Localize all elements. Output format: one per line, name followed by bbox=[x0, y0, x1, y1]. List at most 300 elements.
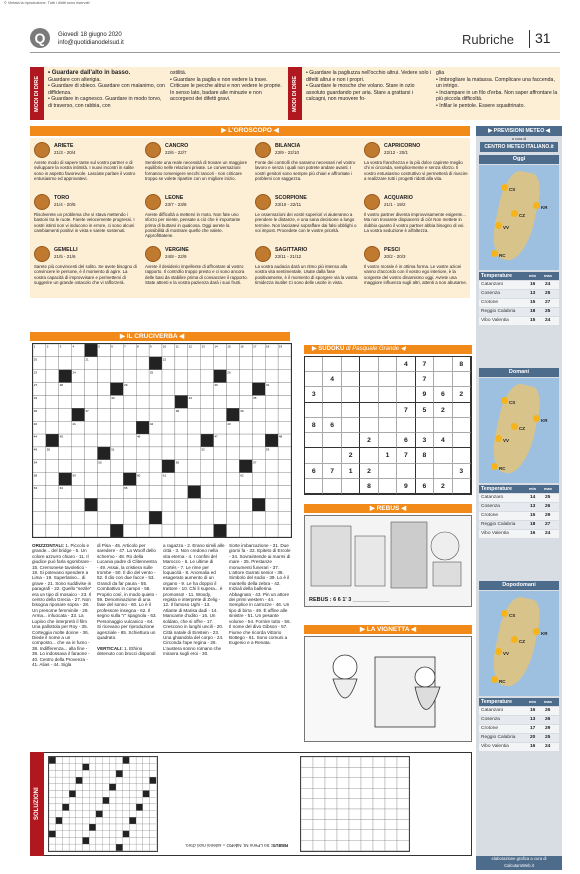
crossword-cell[interactable] bbox=[85, 421, 98, 434]
crossword-cell[interactable] bbox=[278, 357, 291, 370]
crossword-cell[interactable] bbox=[175, 434, 188, 447]
sudoku-cell[interactable]: 9 bbox=[416, 387, 434, 402]
crossword-cell[interactable] bbox=[175, 524, 188, 537]
crossword-cell[interactable] bbox=[162, 447, 175, 460]
crossword-cell[interactable] bbox=[265, 357, 278, 370]
crossword-cell[interactable] bbox=[46, 460, 59, 473]
crossword-cell[interactable] bbox=[46, 473, 59, 486]
crossword-cell[interactable] bbox=[201, 421, 214, 434]
crossword-cell[interactable] bbox=[149, 357, 162, 370]
crossword-cell[interactable] bbox=[59, 511, 72, 524]
crossword-cell[interactable] bbox=[162, 524, 175, 537]
crossword-cell[interactable] bbox=[136, 370, 149, 383]
crossword-cell[interactable] bbox=[175, 370, 188, 383]
crossword-cell[interactable] bbox=[188, 511, 201, 524]
crossword-cell[interactable] bbox=[252, 498, 265, 511]
crossword-cell[interactable] bbox=[123, 395, 136, 408]
crossword-cell[interactable] bbox=[252, 434, 265, 447]
crossword-cell[interactable] bbox=[201, 460, 214, 473]
crossword-cell[interactable] bbox=[123, 473, 136, 486]
crossword-cell[interactable] bbox=[110, 460, 123, 473]
sudoku-cell[interactable]: 6 bbox=[323, 418, 341, 433]
crossword-cell[interactable] bbox=[59, 498, 72, 511]
crossword-cell[interactable] bbox=[239, 486, 252, 499]
crossword-cell[interactable] bbox=[123, 434, 136, 447]
crossword-cell[interactable] bbox=[85, 498, 98, 511]
crossword-cell[interactable] bbox=[278, 486, 291, 499]
crossword-cell[interactable] bbox=[59, 370, 72, 383]
sudoku-cell[interactable]: 2 bbox=[360, 464, 378, 479]
crossword-cell[interactable] bbox=[175, 486, 188, 499]
crossword-cell[interactable] bbox=[98, 447, 111, 460]
sudoku-cell[interactable] bbox=[342, 479, 360, 494]
crossword-cell[interactable] bbox=[123, 447, 136, 460]
crossword-cell[interactable] bbox=[98, 511, 111, 524]
crossword-cell[interactable] bbox=[72, 498, 85, 511]
crossword-cell[interactable] bbox=[136, 357, 149, 370]
crossword-cell[interactable] bbox=[98, 370, 111, 383]
crossword-cell[interactable] bbox=[175, 421, 188, 434]
crossword-cell[interactable] bbox=[46, 370, 59, 383]
crossword-cell[interactable] bbox=[123, 408, 136, 421]
sudoku-cell[interactable] bbox=[323, 448, 341, 463]
sudoku-cell[interactable] bbox=[434, 357, 452, 372]
sudoku-cell[interactable] bbox=[342, 433, 360, 448]
crossword-cell[interactable] bbox=[123, 511, 136, 524]
sudoku-cell[interactable]: 2 bbox=[453, 387, 471, 402]
crossword-cell[interactable] bbox=[239, 498, 252, 511]
crossword-cell[interactable] bbox=[188, 473, 201, 486]
sudoku-cell[interactable]: 8 bbox=[360, 479, 378, 494]
crossword-cell[interactable] bbox=[110, 486, 123, 499]
sudoku-cell[interactable] bbox=[305, 357, 323, 372]
sudoku-cell[interactable]: 3 bbox=[416, 433, 434, 448]
crossword-cell[interactable] bbox=[98, 498, 111, 511]
crossword-cell[interactable] bbox=[239, 460, 252, 473]
crossword-cell[interactable] bbox=[98, 357, 111, 370]
crossword-cell[interactable] bbox=[162, 511, 175, 524]
crossword-cell[interactable] bbox=[175, 498, 188, 511]
sudoku-cell[interactable] bbox=[453, 403, 471, 418]
crossword-cell[interactable] bbox=[214, 498, 227, 511]
crossword-cell[interactable] bbox=[149, 473, 162, 486]
crossword-cell[interactable] bbox=[175, 357, 188, 370]
crossword-cell[interactable] bbox=[162, 395, 175, 408]
crossword-cell[interactable] bbox=[162, 486, 175, 499]
crossword-cell[interactable] bbox=[214, 370, 227, 383]
crossword-cell[interactable] bbox=[136, 498, 149, 511]
crossword-cell[interactable] bbox=[59, 447, 72, 460]
sudoku-cell[interactable] bbox=[305, 403, 323, 418]
sudoku-cell[interactable] bbox=[397, 372, 415, 387]
crossword-cell[interactable] bbox=[85, 473, 98, 486]
crossword-cell[interactable] bbox=[278, 511, 291, 524]
sudoku-cell[interactable]: 2 bbox=[342, 448, 360, 463]
crossword-cell[interactable] bbox=[214, 460, 227, 473]
crossword-cell[interactable] bbox=[175, 447, 188, 460]
crossword-cell[interactable] bbox=[214, 408, 227, 421]
crossword-cell[interactable] bbox=[227, 447, 240, 460]
crossword-cell[interactable] bbox=[98, 395, 111, 408]
crossword-cell[interactable] bbox=[149, 486, 162, 499]
crossword-cell[interactable] bbox=[265, 408, 278, 421]
crossword-cell[interactable] bbox=[227, 395, 240, 408]
crossword-cell[interactable] bbox=[59, 421, 72, 434]
crossword-cell[interactable] bbox=[265, 498, 278, 511]
crossword-cell[interactable] bbox=[265, 486, 278, 499]
crossword-cell[interactable] bbox=[98, 486, 111, 499]
sudoku-cell[interactable] bbox=[397, 387, 415, 402]
crossword-cell[interactable] bbox=[136, 511, 149, 524]
crossword-cell[interactable] bbox=[278, 498, 291, 511]
sudoku-cell[interactable] bbox=[434, 464, 452, 479]
crossword-cell[interactable] bbox=[188, 498, 201, 511]
crossword-cell[interactable] bbox=[188, 447, 201, 460]
crossword-cell[interactable] bbox=[188, 460, 201, 473]
crossword-cell[interactable] bbox=[175, 395, 188, 408]
sudoku-cell[interactable]: 5 bbox=[416, 403, 434, 418]
crossword-cell[interactable] bbox=[98, 408, 111, 421]
crossword-cell[interactable] bbox=[149, 383, 162, 396]
crossword-cell[interactable] bbox=[201, 357, 214, 370]
sudoku-cell[interactable] bbox=[342, 418, 360, 433]
sudoku-cell[interactable]: 6 bbox=[397, 433, 415, 448]
sudoku-cell[interactable]: 7 bbox=[397, 448, 415, 463]
crossword-cell[interactable] bbox=[110, 498, 123, 511]
crossword-cell[interactable] bbox=[278, 370, 291, 383]
crossword-cell[interactable] bbox=[149, 524, 162, 537]
crossword-cell[interactable] bbox=[59, 473, 72, 486]
crossword-cell[interactable] bbox=[72, 511, 85, 524]
crossword-cell[interactable] bbox=[72, 395, 85, 408]
sudoku-cell[interactable]: 4 bbox=[434, 433, 452, 448]
crossword-cell[interactable] bbox=[265, 434, 278, 447]
crossword-cell[interactable] bbox=[201, 511, 214, 524]
sudoku-cell[interactable] bbox=[453, 448, 471, 463]
crossword-cell[interactable] bbox=[188, 486, 201, 499]
crossword-cell[interactable] bbox=[149, 498, 162, 511]
crossword-cell[interactable] bbox=[201, 383, 214, 396]
crossword-cell[interactable] bbox=[110, 511, 123, 524]
crossword-cell[interactable] bbox=[72, 383, 85, 396]
sudoku-cell[interactable] bbox=[453, 372, 471, 387]
crossword-cell[interactable] bbox=[136, 421, 149, 434]
crossword-cell[interactable] bbox=[136, 447, 149, 460]
crossword-cell[interactable] bbox=[239, 357, 252, 370]
crossword-cell[interactable] bbox=[188, 383, 201, 396]
crossword-cell[interactable] bbox=[252, 511, 265, 524]
crossword-cell[interactable] bbox=[149, 511, 162, 524]
sudoku-cell[interactable]: 3 bbox=[305, 387, 323, 402]
sudoku-cell[interactable] bbox=[379, 403, 397, 418]
crossword-cell[interactable] bbox=[136, 486, 149, 499]
crossword-cell[interactable] bbox=[201, 370, 214, 383]
crossword-cell[interactable] bbox=[252, 486, 265, 499]
crossword-cell[interactable] bbox=[214, 473, 227, 486]
sudoku-cell[interactable] bbox=[397, 464, 415, 479]
crossword-cell[interactable] bbox=[252, 370, 265, 383]
sudoku-cell[interactable] bbox=[305, 448, 323, 463]
crossword-cell[interactable] bbox=[162, 383, 175, 396]
crossword-cell[interactable] bbox=[227, 357, 240, 370]
crossword-cell[interactable] bbox=[278, 421, 291, 434]
crossword-cell[interactable] bbox=[110, 434, 123, 447]
crossword-cell[interactable] bbox=[265, 524, 278, 537]
crossword-cell[interactable] bbox=[227, 511, 240, 524]
crossword-cell[interactable] bbox=[149, 460, 162, 473]
crossword-cell[interactable] bbox=[98, 421, 111, 434]
sudoku-cell[interactable]: 6 bbox=[416, 479, 434, 494]
crossword-cell[interactable] bbox=[239, 421, 252, 434]
sudoku-cell[interactable]: 8 bbox=[305, 418, 323, 433]
crossword-cell[interactable] bbox=[162, 408, 175, 421]
sudoku-cell[interactable]: 6 bbox=[434, 387, 452, 402]
crossword-cell[interactable] bbox=[59, 395, 72, 408]
crossword-cell[interactable] bbox=[110, 408, 123, 421]
crossword-cell[interactable] bbox=[227, 524, 240, 537]
crossword-cell[interactable] bbox=[265, 473, 278, 486]
crossword-cell[interactable] bbox=[201, 498, 214, 511]
crossword-cell[interactable] bbox=[252, 421, 265, 434]
crossword-cell[interactable] bbox=[278, 524, 291, 537]
crossword-cell[interactable] bbox=[98, 434, 111, 447]
crossword-cell[interactable] bbox=[252, 408, 265, 421]
crossword-cell[interactable] bbox=[110, 370, 123, 383]
crossword-cell[interactable] bbox=[136, 524, 149, 537]
crossword-cell[interactable] bbox=[201, 473, 214, 486]
crossword-cell[interactable] bbox=[46, 486, 59, 499]
sudoku-cell[interactable]: 7 bbox=[416, 372, 434, 387]
crossword-cell[interactable] bbox=[162, 498, 175, 511]
crossword-cell[interactable] bbox=[239, 383, 252, 396]
crossword-cell[interactable] bbox=[123, 370, 136, 383]
crossword-cell[interactable] bbox=[239, 447, 252, 460]
sudoku-cell[interactable] bbox=[305, 433, 323, 448]
crossword-cell[interactable] bbox=[239, 370, 252, 383]
sudoku-cell[interactable] bbox=[360, 403, 378, 418]
crossword-cell[interactable] bbox=[46, 383, 59, 396]
crossword-cell[interactable] bbox=[46, 357, 59, 370]
crossword-cell[interactable] bbox=[98, 473, 111, 486]
sudoku-cell[interactable] bbox=[360, 387, 378, 402]
crossword-cell[interactable] bbox=[85, 344, 98, 357]
crossword-cell[interactable] bbox=[59, 357, 72, 370]
crossword-cell[interactable] bbox=[201, 486, 214, 499]
crossword-cell[interactable] bbox=[33, 511, 46, 524]
crossword-cell[interactable] bbox=[123, 421, 136, 434]
crossword-cell[interactable] bbox=[252, 383, 265, 396]
crossword-cell[interactable] bbox=[72, 447, 85, 460]
crossword-cell[interactable] bbox=[110, 383, 123, 396]
crossword-cell[interactable] bbox=[188, 408, 201, 421]
crossword-cell[interactable] bbox=[201, 434, 214, 447]
crossword-cell[interactable] bbox=[72, 524, 85, 537]
crossword-cell[interactable] bbox=[46, 498, 59, 511]
crossword-cell[interactable] bbox=[85, 370, 98, 383]
crossword-cell[interactable] bbox=[214, 395, 227, 408]
crossword-cell[interactable] bbox=[265, 511, 278, 524]
sudoku-cell[interactable] bbox=[379, 479, 397, 494]
crossword-cell[interactable] bbox=[136, 383, 149, 396]
crossword-cell[interactable] bbox=[72, 460, 85, 473]
crossword-cell[interactable] bbox=[188, 524, 201, 537]
sudoku-cell[interactable] bbox=[342, 403, 360, 418]
sudoku-cell[interactable]: 7 bbox=[323, 464, 341, 479]
sudoku-cell[interactable] bbox=[453, 418, 471, 433]
crossword-cell[interactable] bbox=[265, 460, 278, 473]
crossword-cell[interactable] bbox=[214, 486, 227, 499]
crossword-cell[interactable] bbox=[110, 357, 123, 370]
sudoku-cell[interactable] bbox=[360, 372, 378, 387]
sudoku-cell[interactable] bbox=[323, 479, 341, 494]
crossword-cell[interactable] bbox=[72, 486, 85, 499]
sudoku-cell[interactable] bbox=[342, 357, 360, 372]
sudoku-grid[interactable] bbox=[304, 356, 472, 495]
crossword-cell[interactable] bbox=[72, 434, 85, 447]
crossword-cell[interactable] bbox=[239, 395, 252, 408]
crossword-cell[interactable] bbox=[46, 421, 59, 434]
sudoku-cell[interactable]: 8 bbox=[416, 448, 434, 463]
crossword-cell[interactable] bbox=[162, 370, 175, 383]
crossword-cell[interactable] bbox=[136, 395, 149, 408]
sudoku-cell[interactable]: 6 bbox=[305, 464, 323, 479]
crossword-cell[interactable] bbox=[214, 421, 227, 434]
crossword-cell[interactable] bbox=[72, 408, 85, 421]
sudoku-cell[interactable] bbox=[360, 418, 378, 433]
crossword-cell[interactable] bbox=[239, 511, 252, 524]
crossword-cell[interactable] bbox=[227, 473, 240, 486]
sudoku-cell[interactable] bbox=[416, 418, 434, 433]
crossword-cell[interactable] bbox=[214, 447, 227, 460]
sudoku-cell[interactable] bbox=[342, 387, 360, 402]
sudoku-cell[interactable] bbox=[323, 387, 341, 402]
crossword-cell[interactable] bbox=[239, 434, 252, 447]
sudoku-cell[interactable]: 1 bbox=[342, 464, 360, 479]
sudoku-cell[interactable]: 2 bbox=[434, 403, 452, 418]
sudoku-cell[interactable] bbox=[360, 357, 378, 372]
sudoku-cell[interactable] bbox=[305, 372, 323, 387]
crossword-cell[interactable] bbox=[123, 498, 136, 511]
sudoku-cell[interactable] bbox=[434, 418, 452, 433]
crossword-cell[interactable] bbox=[265, 395, 278, 408]
crossword-cell[interactable] bbox=[162, 434, 175, 447]
crossword-cell[interactable] bbox=[252, 473, 265, 486]
sudoku-cell[interactable] bbox=[379, 464, 397, 479]
sudoku-cell[interactable] bbox=[379, 357, 397, 372]
sudoku-cell[interactable] bbox=[379, 418, 397, 433]
sudoku-cell[interactable]: 3 bbox=[453, 464, 471, 479]
crossword-cell[interactable] bbox=[72, 357, 85, 370]
crossword-cell[interactable] bbox=[149, 447, 162, 460]
sudoku-cell[interactable]: 4 bbox=[323, 372, 341, 387]
crossword-cell[interactable] bbox=[85, 524, 98, 537]
crossword-cell[interactable] bbox=[85, 395, 98, 408]
crossword-cell[interactable] bbox=[227, 408, 240, 421]
crossword-cell[interactable] bbox=[110, 524, 123, 537]
crossword-cell[interactable] bbox=[149, 408, 162, 421]
sudoku-cell[interactable] bbox=[453, 433, 471, 448]
crossword-cell[interactable] bbox=[98, 383, 111, 396]
crossword-cell[interactable] bbox=[201, 395, 214, 408]
crossword-cell[interactable] bbox=[59, 524, 72, 537]
crossword-cell[interactable] bbox=[214, 357, 227, 370]
sudoku-cell[interactable]: 4 bbox=[397, 357, 415, 372]
crossword-cell[interactable] bbox=[110, 421, 123, 434]
sudoku-cell[interactable] bbox=[360, 448, 378, 463]
sudoku-cell[interactable] bbox=[323, 433, 341, 448]
crossword-cell[interactable] bbox=[46, 524, 59, 537]
crossword-cell[interactable] bbox=[252, 447, 265, 460]
crossword-cell[interactable] bbox=[252, 357, 265, 370]
crossword-cell[interactable] bbox=[59, 460, 72, 473]
sudoku-cell[interactable] bbox=[342, 372, 360, 387]
sudoku-cell[interactable] bbox=[379, 387, 397, 402]
crossword-cell[interactable] bbox=[85, 511, 98, 524]
sudoku-cell[interactable] bbox=[397, 418, 415, 433]
sudoku-cell[interactable]: 2 bbox=[434, 479, 452, 494]
crossword-cell[interactable] bbox=[278, 460, 291, 473]
sudoku-cell[interactable]: 1 bbox=[379, 448, 397, 463]
crossword-cell[interactable] bbox=[227, 498, 240, 511]
crossword-cell[interactable] bbox=[33, 498, 46, 511]
crossword-cell[interactable] bbox=[123, 524, 136, 537]
crossword-grid[interactable] bbox=[32, 343, 292, 538]
sudoku-cell[interactable] bbox=[305, 479, 323, 494]
sudoku-cell[interactable]: 7 bbox=[397, 403, 415, 418]
crossword-cell[interactable] bbox=[123, 460, 136, 473]
crossword-cell[interactable] bbox=[188, 370, 201, 383]
crossword-cell[interactable] bbox=[265, 421, 278, 434]
crossword-cell[interactable] bbox=[98, 524, 111, 537]
crossword-cell[interactable] bbox=[227, 460, 240, 473]
crossword-cell[interactable] bbox=[278, 447, 291, 460]
sudoku-cell[interactable]: 9 bbox=[397, 479, 415, 494]
crossword-cell[interactable] bbox=[85, 383, 98, 396]
crossword-cell[interactable] bbox=[110, 473, 123, 486]
crossword-cell[interactable] bbox=[85, 434, 98, 447]
crossword-cell[interactable] bbox=[214, 511, 227, 524]
sudoku-cell[interactable] bbox=[379, 372, 397, 387]
crossword-cell[interactable] bbox=[59, 408, 72, 421]
sudoku-cell[interactable] bbox=[323, 357, 341, 372]
sudoku-cell[interactable] bbox=[453, 479, 471, 494]
crossword-cell[interactable] bbox=[278, 395, 291, 408]
crossword-cell[interactable] bbox=[85, 460, 98, 473]
crossword-cell[interactable] bbox=[227, 434, 240, 447]
sudoku-cell[interactable]: 2 bbox=[360, 433, 378, 448]
crossword-cell[interactable] bbox=[278, 383, 291, 396]
crossword-cell[interactable] bbox=[149, 434, 162, 447]
crossword-cell[interactable] bbox=[46, 511, 59, 524]
crossword-cell[interactable] bbox=[278, 408, 291, 421]
crossword-cell[interactable] bbox=[46, 408, 59, 421]
crossword-cell[interactable] bbox=[149, 395, 162, 408]
crossword-cell[interactable] bbox=[188, 434, 201, 447]
crossword-cell[interactable] bbox=[162, 460, 175, 473]
crossword-cell[interactable] bbox=[201, 524, 214, 537]
crossword-cell[interactable] bbox=[239, 524, 252, 537]
crossword-cell[interactable] bbox=[85, 486, 98, 499]
crossword-cell[interactable] bbox=[85, 447, 98, 460]
crossword-cell[interactable] bbox=[175, 511, 188, 524]
crossword-cell[interactable] bbox=[188, 357, 201, 370]
sudoku-cell[interactable] bbox=[434, 448, 452, 463]
crossword-cell[interactable] bbox=[123, 357, 136, 370]
crossword-cell[interactable] bbox=[46, 395, 59, 408]
crossword-cell[interactable] bbox=[265, 370, 278, 383]
crossword-cell[interactable] bbox=[175, 473, 188, 486]
crossword-cell[interactable] bbox=[252, 524, 265, 537]
